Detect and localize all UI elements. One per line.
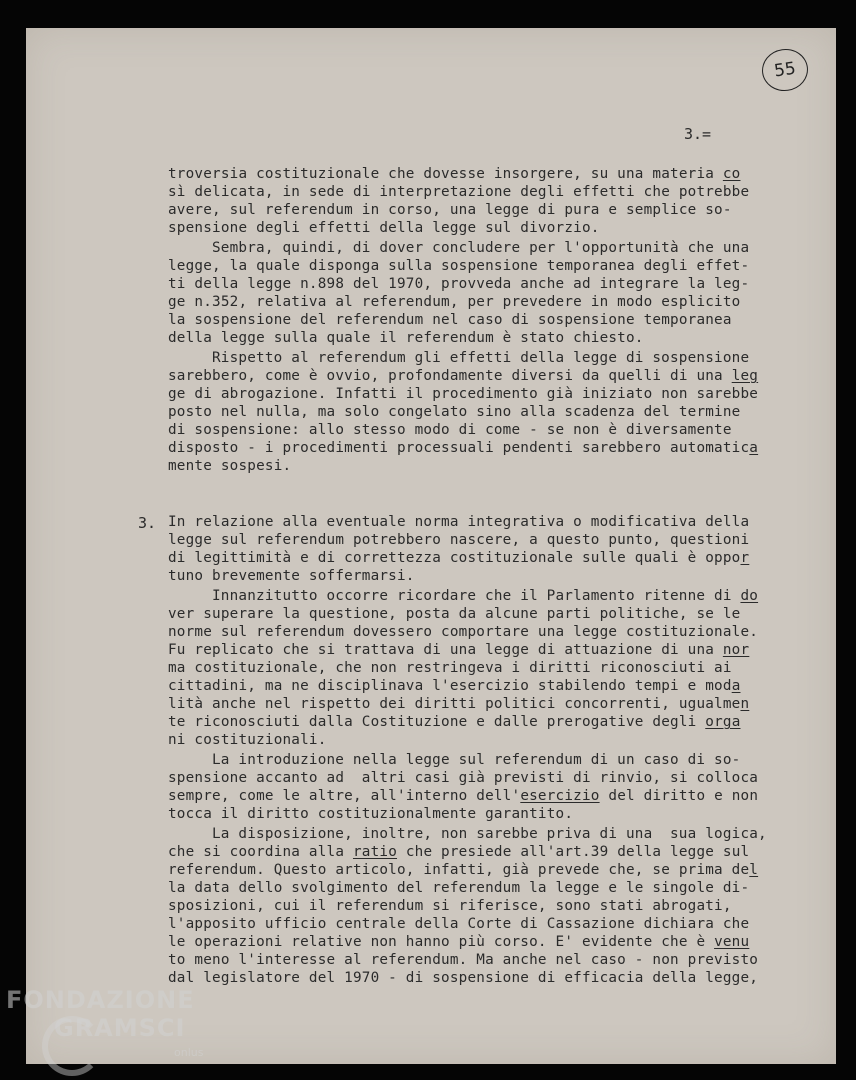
watermark-logo bbox=[6, 986, 204, 1059]
text-line: le operazioni relative non hanno più corso. E' evidente che è venu bbox=[168, 934, 750, 950]
text-line: l'apposito ufficio centrale della Corte di Cassazione dichiara che bbox=[168, 916, 750, 932]
text-line: ti della legge n.898 del 1970, provveda anche ad integrare la leg- bbox=[168, 276, 750, 292]
text-line: to meno l'interesse al referendum. Ma anche nel caso - non previsto bbox=[168, 952, 759, 968]
text-line: La disposizione, inoltre, non sarebbe priva di una sua logica, bbox=[212, 826, 767, 842]
text-line: sarebbero, come è ovvio, profondamente diversi da quelli di una leg bbox=[168, 368, 759, 384]
text-line: te riconosciuti dalla Costituzione e dalle prerogative degli orga bbox=[168, 714, 741, 730]
page-number: 3.= bbox=[684, 125, 712, 143]
section-number: 3. bbox=[138, 514, 157, 532]
text-line: legge, la quale disponga sulla sospensione temporanea degli effet- bbox=[168, 258, 750, 274]
text-line: legge sul referendum potrebbero nascere, a questo punto, questioni bbox=[168, 532, 750, 548]
text-line: che si coordina alla ratio che presiede all'art.39 della legge sul bbox=[168, 844, 750, 860]
text-line: norme sul referendum dovessero comportare una legge costituzionale. bbox=[168, 624, 759, 640]
text-line: ma costituzionale, che non restringeva i diritti riconosciuti ai bbox=[168, 660, 732, 676]
text-line: ver superare la questione, posta da alcune parti politiche, se le bbox=[168, 606, 741, 622]
text-line: sì delicata, in sede di interpretazione degli effetti che potrebbe bbox=[168, 184, 750, 200]
text-line: troversia costituzionale che dovesse insorgere, su una materia co bbox=[168, 166, 741, 182]
text-line: In relazione alla eventuale norma integrativa o modificativa della bbox=[168, 514, 750, 530]
text-line: la data dello svolgimento del referendum la legge e le singole di- bbox=[168, 880, 750, 896]
text-line: posto nel nulla, ma solo congelato sino alla scadenza del termine bbox=[168, 404, 741, 420]
text-line: ge n.352, relativa al referendum, per prevedere in modo esplicito bbox=[168, 294, 741, 310]
text-line: tocca il diritto costituzionalmente garantito. bbox=[168, 806, 574, 822]
text-line: disposto - i procedimenti processuali pendenti sarebbero automatica bbox=[168, 440, 759, 456]
text-line: di sospensione: allo stesso modo di come - se non è diversamente bbox=[168, 422, 732, 438]
text-line: della legge sulla quale il referendum è stato chiesto. bbox=[168, 330, 644, 346]
stamp-number: 55 bbox=[772, 58, 798, 82]
text-line: avere, sul referendum in corso, una legge di pura e semplice so- bbox=[168, 202, 732, 218]
text-line: spensione accanto ad altri casi già previsti di rinvio, si colloca bbox=[168, 770, 759, 786]
text-line: ge di abrogazione. Infatti il procedimento già iniziato non sarebbe bbox=[168, 386, 759, 402]
text-line: mente sospesi. bbox=[168, 458, 292, 474]
text-line: tuno brevemente soffermarsi. bbox=[168, 568, 415, 584]
text-line: Rispetto al referendum gli effetti della legge di sospensione bbox=[212, 350, 750, 366]
text-line: Sembra, quindi, di dover concludere per l'opportunità che una bbox=[212, 240, 750, 256]
text-line: referendum. Questo articolo, infatti, già prevede che, se prima del bbox=[168, 862, 759, 878]
watermark-line3: onlus bbox=[174, 1046, 204, 1059]
text-line: cittadini, ma ne disciplinava l'esercizio stabilendo tempi e moda bbox=[168, 678, 741, 694]
text-line: la sospensione del referendum nel caso di sospensione temporanea bbox=[168, 312, 732, 328]
text-line: sposizioni, cui il referendum si riferisce, sono stati abrogati, bbox=[168, 898, 732, 914]
watermark-line2: GRAMSCI bbox=[54, 1014, 186, 1042]
text-line: sempre, come le altre, all'interno dell'esercizio del diritto e non bbox=[168, 788, 759, 804]
text-line: dal legislatore del 1970 - di sospensione di efficacia della legge, bbox=[168, 970, 759, 986]
watermark-line1: FONDAZIONE bbox=[6, 986, 195, 1014]
text-line: lità anche nel rispetto dei diritti politici concorrenti, ugualmen bbox=[168, 696, 750, 712]
text-line: di legittimità e di correttezza costituzionale sulle quali è oppor bbox=[168, 550, 750, 566]
text-line: Innanzitutto occorre ricordare che il Parlamento ritenne di do bbox=[212, 588, 759, 604]
text-line: Fu replicato che si trattava di una legge di attuazione di una nor bbox=[168, 642, 750, 658]
text-line: La introduzione nella legge sul referendum di un caso di so- bbox=[212, 752, 741, 768]
text-line: ni costituzionali. bbox=[168, 732, 327, 748]
text-line: spensione degli effetti della legge sul divorzio. bbox=[168, 220, 600, 236]
